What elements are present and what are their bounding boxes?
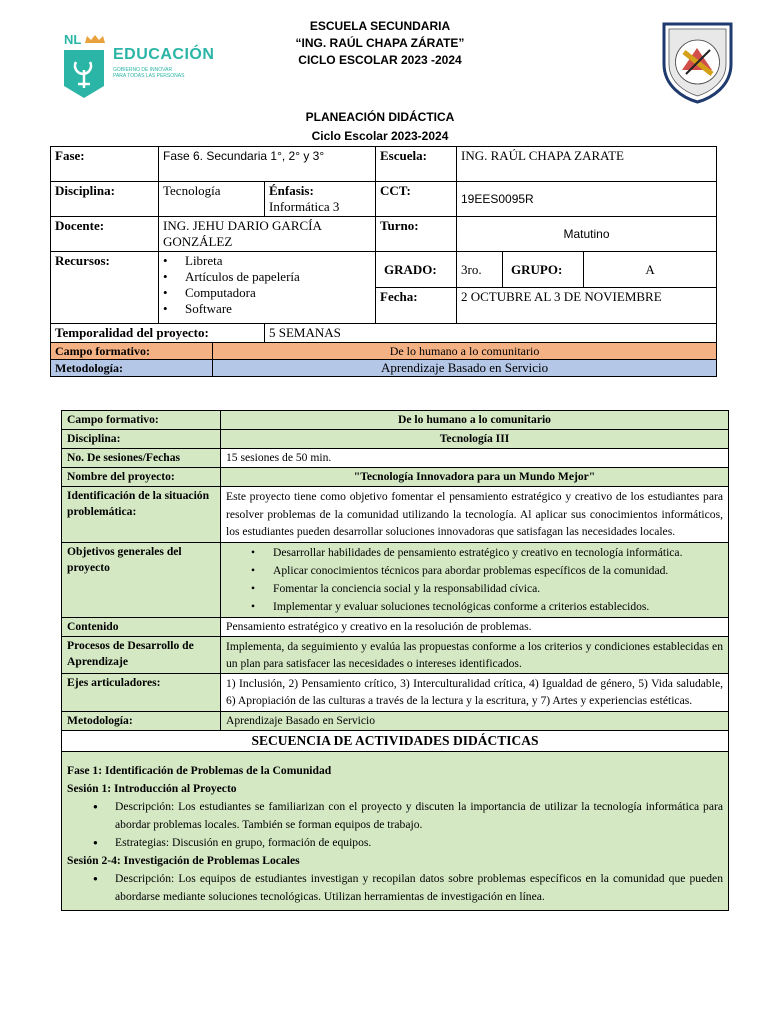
metodologia-value: Aprendizaje Basado en Servicio (213, 360, 717, 377)
logo-prefix: NL (64, 32, 82, 47)
row-contenido (62, 617, 729, 636)
row-secuencia-title (62, 730, 729, 751)
sesion1-descripcion: ● Descripción: Los estudiantes se familiarizan con el proyecto y discuten la importancia de utilizar la tecnología informática para abordar problemas locales. También se forman equipos de trabajo. (115, 798, 723, 834)
contenido-value: Pensamiento estratégico y creativo en la resolución de problemas. (221, 617, 729, 636)
shield-icon (62, 48, 106, 100)
grupo-value: A (584, 252, 717, 288)
fase-value: Fase 6. Secundaria 1°, 2° y 3° (159, 147, 376, 182)
fase-label: Fase: (51, 147, 159, 182)
project-table (61, 410, 729, 911)
sesion24-title: Sesión 2-4: Investigación de Problemas Locales (67, 853, 300, 867)
row-campo-formativo (51, 343, 717, 360)
sesion1-list (67, 798, 723, 852)
row-temporalidad (51, 324, 717, 343)
identificacion-label: Identificación de la situación problemática: (62, 487, 221, 543)
grupo-label: GRUPO: (503, 252, 584, 288)
disciplina-label: Disciplina: (51, 182, 159, 217)
disciplina-value: Tecnología (159, 182, 265, 217)
school-name-quoted: “ING. RAÚL CHAPA ZÁRATE” (295, 36, 465, 50)
row-docente (51, 217, 717, 252)
row-ejes (62, 673, 729, 711)
document-title (150, 108, 610, 146)
objetivo-item: • Desarrollar habilidades de pensamiento estratégico y creativo en tecnología informática. (273, 544, 723, 562)
row-campo (62, 411, 729, 430)
row-objetivos (62, 542, 729, 617)
campo-label: Campo formativo: (51, 343, 213, 360)
row-sesiones (62, 449, 729, 468)
recurso-item: • Computadora (185, 285, 371, 301)
objetivo-item: • Aplicar conocimientos técnicos para abordar problemas específicos de la comunidad. (273, 562, 723, 580)
row-procesos (62, 636, 729, 673)
objetivos-label: Objetivos generales del proyecto (62, 542, 221, 617)
enfasis-cell (265, 182, 376, 217)
planeacion-title: PLANEACIÓN DIDÁCTICA (305, 110, 455, 124)
school-name-line: ESCUELA SECUNDARIA (309, 19, 451, 33)
objetivos-list (226, 544, 723, 616)
row-metodologia (62, 711, 729, 730)
escuela-value: ING. RAÚL CHAPA ZARATE (457, 147, 717, 182)
school-header (150, 18, 610, 69)
row-fase (51, 147, 717, 182)
metodologia-label: Metodología: (62, 711, 221, 730)
general-info-table (50, 146, 717, 377)
docente-label: Docente: (51, 217, 159, 252)
recurso-item: • Libreta (185, 253, 371, 269)
objetivo-item: • Implementar y evaluar soluciones tecnológicas conforme a criterios establecidos. (273, 598, 723, 616)
campo-value: De lo humano a lo comunitario (221, 411, 729, 430)
school-year: CICLO ESCOLAR 2023 -2024 (298, 53, 462, 67)
turno-label: Turno: (376, 217, 457, 252)
recursos-label: Recursos: (51, 252, 159, 324)
fecha-value: 2 OCTUBRE AL 3 DE NOVIEMBRE (457, 288, 717, 324)
nombre-label: Nombre del proyecto: (62, 468, 221, 487)
sesion24-descripcion: ● Descripción: Los equipos de estudiantes investigan y recopilan datos sobre problemas específicos en la comunidad que pueden abordarse mediante soluciones tecnológicas. Utilizan herramientas de investigación en línea. (115, 870, 723, 906)
turno-value: Matutino (457, 217, 717, 252)
secuencia-content (62, 751, 729, 910)
logo-tagline-1: GOBIERNO DE INNOVAR (113, 67, 173, 73)
identificacion-value: Este proyecto tiene como objetivo fomentar el pensamiento estratégico y creativo de los estudiantes para resolver problemas de la comunidad utilizando la tecnología. Al aplicar sus conocimientos informáticos, los estudiantes pueden desarrollar soluciones innovadoras que satisfagan las necesidades locales. (221, 487, 729, 543)
cct-label: CCT: (376, 182, 457, 217)
escuela-label: Escuela: (376, 147, 457, 182)
row-secuencia (62, 751, 729, 910)
grado-label: GRADO: (376, 252, 457, 288)
disciplina-label: Disciplina: (62, 430, 221, 449)
nl-educacion-logo (58, 32, 215, 102)
row-recursos (51, 252, 717, 288)
objetivo-item: • Fomentar la conciencia social y la responsabilidad cívica. (273, 580, 723, 598)
campo-value: De lo humano a lo comunitario (213, 343, 717, 360)
cct-value: 19EES0095R (457, 182, 717, 217)
sesion1-title: Sesión 1: Introducción al Proyecto (67, 781, 237, 795)
ejes-value: 1) Inclusión, 2) Pensamiento crítico, 3) Interculturalidad crítica, 4) Igualdad de género, 5) Vida saludable, 6) Apropiación de las culturas a través de la lectura y la escritura, y 7) Artes y experiencias estéticas. (221, 673, 729, 711)
grado-value: 3ro. (457, 252, 503, 288)
row-identificacion (62, 487, 729, 543)
row-disciplina (62, 430, 729, 449)
enfasis-label: Énfasis: (269, 183, 314, 198)
recurso-item: • Software (185, 301, 371, 317)
sesiones-value: 15 sesiones de 50 min. (221, 449, 729, 468)
logo-tagline-2: PARA TODAS LAS PERSONAS (113, 73, 185, 79)
temporalidad-label: Temporalidad del proyecto: (51, 324, 265, 343)
recurso-item: • Artículos de papelería (185, 269, 371, 285)
crown-icon (84, 34, 106, 44)
recursos-list (163, 253, 371, 317)
objetivos-cell (221, 542, 729, 617)
procesos-value: Implementa, da seguimiento y evalúa las propuestas conforme a los criterios y condiciones establecidas en un plan para satisfacer las necesidades o intereses identificados. (221, 636, 729, 673)
procesos-label: Procesos de Desarrollo de Aprendizaje (62, 636, 221, 673)
temporalidad-value: 5 SEMANAS (265, 324, 717, 343)
logo-tagline (113, 67, 184, 79)
recursos-list-cell (159, 252, 376, 324)
sesion1-estrategias: ● Estrategias: Discusión en grupo, formación de equipos. (115, 834, 723, 852)
nombre-value: "Tecnología Innovadora para un Mundo Mejor" (221, 468, 729, 487)
school-crest-icon (660, 20, 735, 104)
row-nombre (62, 468, 729, 487)
fecha-label: Fecha: (376, 288, 457, 324)
disciplina-value: Tecnología III (221, 430, 729, 449)
docente-value: ING. JEHU DARIO GARCÍA GONZÁLEZ (159, 217, 376, 252)
sesion24-list (67, 870, 723, 906)
sesiones-label: No. De sesiones/Fechas (62, 449, 221, 468)
row-metodologia (51, 360, 717, 377)
campo-label: Campo formativo: (62, 411, 221, 430)
ciclo-subtitle: Ciclo Escolar 2023-2024 (311, 129, 449, 143)
enfasis-value: Informática 3 (269, 199, 340, 214)
metodologia-label: Metodología: (51, 360, 213, 377)
ejes-label: Ejes articuladores: (62, 673, 221, 711)
row-disciplina (51, 182, 717, 217)
metodologia-value: Aprendizaje Basado en Servicio (221, 711, 729, 730)
fase1-title: Fase 1: Identificación de Problemas de la Comunidad (67, 763, 332, 777)
secuencia-title: SECUENCIA DE ACTIVIDADES DIDÁCTICAS (62, 730, 729, 751)
logo-name: EDUCACIÓN (113, 46, 215, 63)
contenido-label: Contenido (62, 617, 221, 636)
